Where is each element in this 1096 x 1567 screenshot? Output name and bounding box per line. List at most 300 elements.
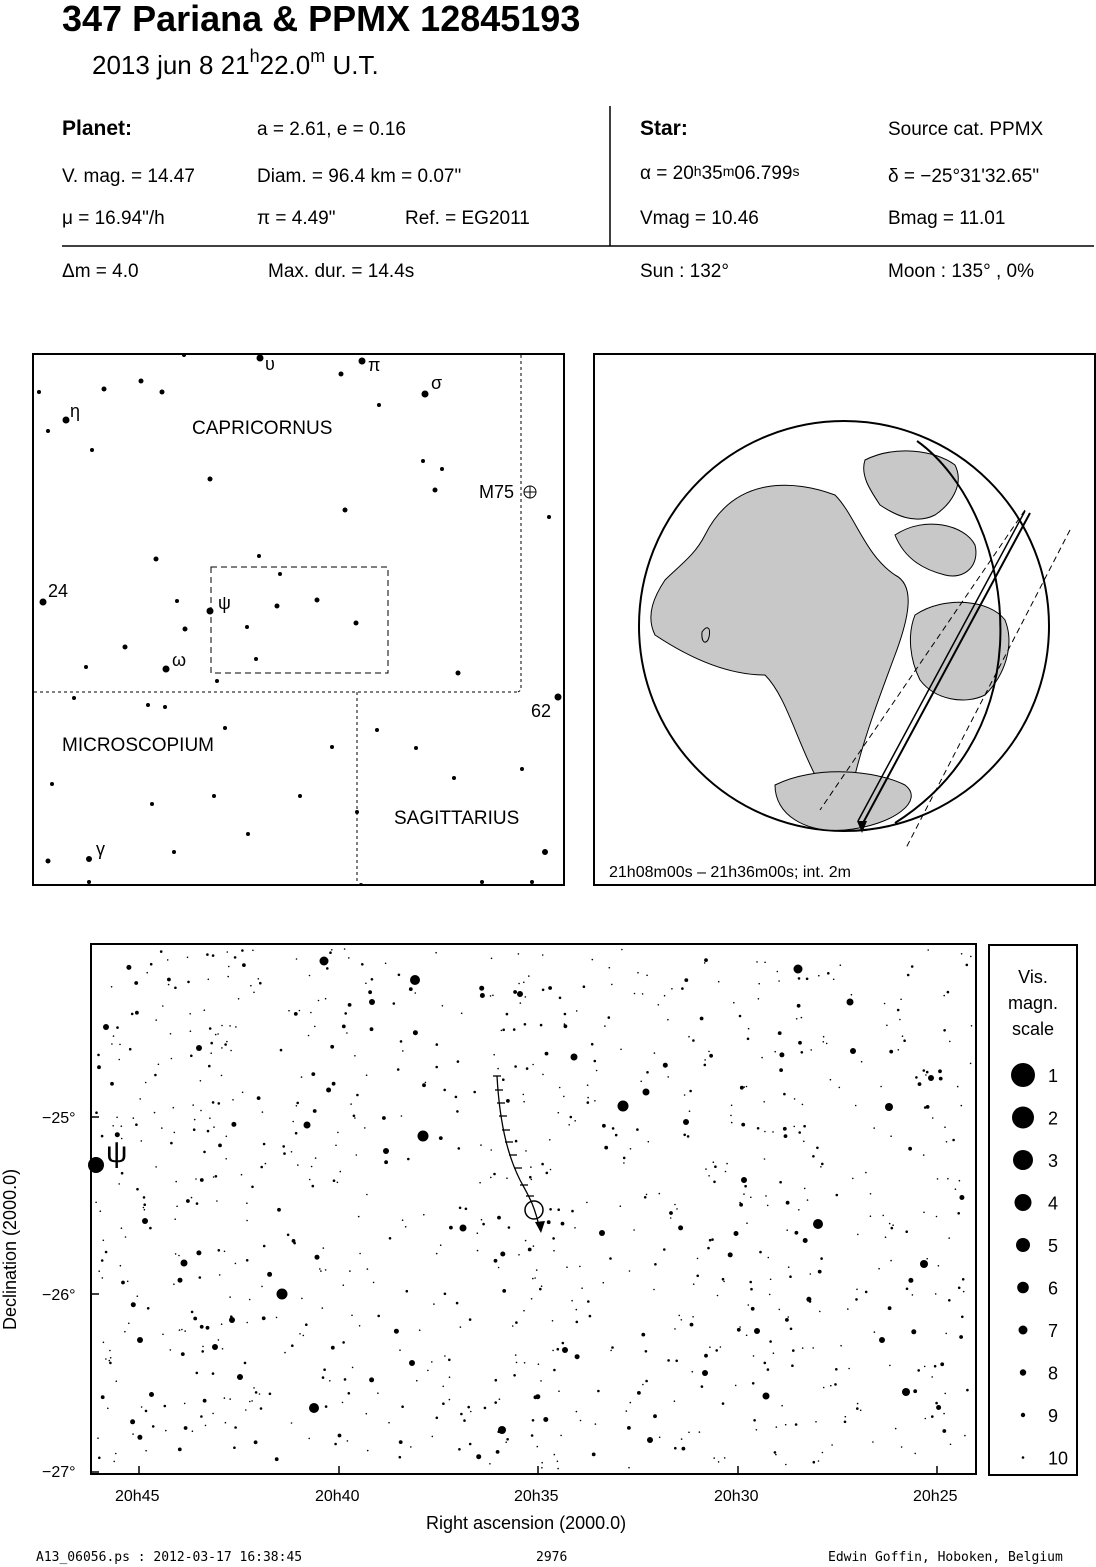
chart-star [823,1036,825,1038]
chart-star [621,949,623,951]
chart-star [253,1387,255,1389]
chart-star [813,1219,823,1229]
chart-star [496,1450,500,1454]
chart-star [442,1005,444,1007]
chart-star [667,1359,670,1362]
planet-parallax: π = 4.49" [257,208,336,229]
chart-star [389,1237,392,1240]
chart-star [115,1453,117,1455]
chart-star [560,1435,562,1437]
chart-star [311,1166,313,1168]
chart-star [98,1457,101,1460]
chart-star [810,1049,812,1051]
chart-star [251,1186,254,1189]
chart-star [480,993,485,998]
chart-star [602,1124,606,1128]
chart-star [538,1363,540,1365]
chart-star [674,1400,676,1402]
chart-star [840,1345,842,1347]
y-tick-26: −26° [42,1287,76,1304]
chart-star [364,1127,366,1129]
chart-star [958,1287,961,1290]
chart-star [369,999,375,1005]
chart-star [943,995,945,997]
chart-star [460,1225,467,1232]
chart-star [779,1181,782,1184]
chart-star [325,1269,327,1271]
chart-star [221,1025,223,1027]
chart-star [806,978,809,981]
chart-star [785,1318,789,1322]
star-label-upsilon: υ [265,355,275,374]
chart-star [490,995,492,997]
chart-star [889,1050,893,1054]
chart-star [571,1210,574,1213]
chart-star [329,1380,331,1382]
chart-star [366,1413,368,1415]
chart-star [469,1318,472,1321]
chart-star [663,1063,668,1068]
chart-star [432,1436,434,1438]
chart-star [562,1342,565,1345]
finder-star [246,832,250,836]
chart-star [252,950,254,952]
chart-star [394,1329,399,1334]
chart-star [684,978,688,982]
chart-star [439,1136,443,1140]
chart-star [669,1211,673,1215]
chart-star [784,1134,788,1138]
chart-star [550,1169,552,1171]
y-tick-25: −25° [42,1110,76,1127]
chart-star [637,972,639,974]
chart-star [515,1354,517,1356]
chart-star [393,1002,396,1005]
chart-star [798,1041,802,1045]
chart-star [129,1048,132,1051]
chart-star [684,1094,686,1096]
chart-star [196,1045,202,1051]
chart-star [852,1178,854,1180]
chart-star [654,1052,656,1054]
chart-star [857,1403,859,1405]
chart-star [258,978,260,980]
chart-star [131,1013,134,1016]
chart-star [323,1247,325,1249]
chart-star [587,1101,590,1104]
chart-star [536,1269,538,1271]
chart-star [937,1178,939,1180]
chart-star [568,1124,570,1126]
chart-star [857,1234,859,1236]
chart-star [923,1212,925,1214]
chart-star [492,995,494,997]
chart-star [720,1346,722,1348]
chart-star [587,1300,590,1303]
chart-star [884,1003,886,1005]
chart-star [847,999,854,1006]
chart-star [643,1089,650,1096]
chart-star [681,987,684,990]
chart-star [181,1260,188,1267]
chart-star [779,1052,784,1057]
chart-star [136,1188,139,1191]
chart-star [319,1268,321,1270]
footer-number: 2976 [536,1550,568,1565]
chart-star [416,1380,418,1382]
chart-star [435,952,437,954]
chart-star [528,975,530,977]
finder-star [46,859,51,864]
chart-star [200,1325,204,1329]
chart-star [318,1000,320,1002]
chart-star [915,1076,918,1079]
chart-star [399,1440,403,1444]
chart-star [533,1245,535,1247]
chart-star [794,965,803,974]
cluster-label: M75 [479,482,515,502]
chart-star [216,1200,218,1202]
star-label-pi: π [368,355,381,375]
chart-star [301,1076,303,1078]
chart-star [97,1166,99,1168]
chart-star [425,1082,427,1084]
planet-vmag: V. mag. = 14.47 [62,166,195,187]
chart-star [296,1105,298,1107]
chart-star [586,1202,588,1204]
chart-star [120,1265,122,1267]
chart-star [531,1298,533,1300]
chart-star [154,1112,156,1114]
chart-star [479,986,484,991]
chart-star [113,1035,115,1037]
chart-star [422,1083,426,1087]
chart-star [465,1208,468,1211]
chart-star [798,977,801,980]
chart-star [746,1222,748,1224]
chart-star [713,1161,715,1163]
chart-star [135,1123,138,1126]
chart-star [604,1146,608,1150]
chart-star [356,1094,359,1097]
chart-star [221,1323,223,1325]
chart-star [926,1071,929,1074]
x-axis-label: Right ascension (2000.0) [426,1513,627,1533]
chart-star [809,1300,812,1303]
chart-star [477,1250,479,1252]
chart-star [945,1333,947,1335]
chart-star [549,1208,552,1211]
chart-star [200,1178,204,1182]
chart-star [681,1438,683,1440]
chart-star [844,1421,847,1424]
chart-star [735,1385,737,1387]
finder-star [257,355,264,362]
chart-star [830,1079,832,1081]
chart-star [966,1389,969,1392]
chart-star [280,1049,283,1052]
chart-star [902,1388,910,1396]
chart-star [440,1244,442,1246]
chart-star [277,1289,288,1300]
chart-star [943,1029,946,1032]
chart-star [599,1230,605,1236]
legend-label: 2 [1048,1108,1059,1129]
chart-star [890,1135,892,1137]
chart-star [113,1461,115,1463]
planet-orbit: a = 2.61, e = 0.16 [257,119,406,140]
chart-star [234,1426,237,1429]
chart-star [618,1101,629,1112]
chart-star [506,1177,508,1179]
chart-star [777,971,779,973]
chart-star [860,1410,862,1412]
chart-star [704,1059,706,1061]
chart-star [931,1415,934,1418]
finder-star [330,745,334,749]
chart-star [961,1316,964,1319]
axis-ticks [91,1117,937,1474]
chart-star [107,1408,109,1410]
chart-star [195,1178,197,1180]
chart-star [918,1082,922,1086]
chart-star [224,1397,226,1399]
chart-star [323,1368,326,1371]
chart-star [499,1398,501,1400]
chart-star [783,1127,787,1131]
chart-star [344,1012,347,1015]
finder-star [63,417,70,424]
chart-star [559,1087,561,1089]
chart-star [952,1139,955,1142]
chart-star [502,1289,506,1293]
chart-star [337,1132,339,1134]
chart-star [324,958,327,961]
chart-star [433,1303,435,1305]
chart-star [149,1227,152,1230]
chart-star [911,1329,916,1334]
finder-star [245,625,249,629]
finder-star [257,554,261,558]
chart-star [399,1349,401,1351]
event-datetime: 2013 jun 8 21$^h$22.0$^m$ U.T. [92,46,379,80]
finder-star [215,679,219,683]
chart-star [908,1278,913,1283]
chart-star [193,1317,197,1321]
chart-star [778,980,780,982]
chart-star [322,1376,325,1379]
chart-star [187,981,190,984]
chart-star [111,1043,113,1045]
chart-star [722,1402,725,1405]
chart-star [840,964,842,966]
chart-star [508,1226,511,1229]
chart-star [730,1115,732,1117]
chart-star [506,1013,509,1016]
chart-star [830,1385,832,1387]
chart-star [540,1380,542,1382]
legend-label: 6 [1048,1278,1059,1299]
chart-star [516,1362,518,1364]
chart-star [803,1125,806,1128]
chart-star [831,1444,833,1446]
chart-star [260,1407,263,1410]
chart-star [795,1231,799,1235]
chart-star [861,1061,863,1063]
chart-star [752,1382,755,1385]
finder-star [84,665,88,669]
chart-star [95,1202,97,1204]
page-title: 347 Pariana & PPMX 12845193 [62,0,581,39]
finder-star [421,459,425,463]
finder-star [182,355,186,357]
chart-star [689,1090,692,1093]
chart-star [402,1050,404,1052]
chart-star [634,993,636,995]
chart-star [750,1288,753,1291]
legend-label: 9 [1048,1406,1059,1426]
chart-star [158,1064,160,1066]
chart-star [134,981,138,985]
chart-star [971,1025,973,1027]
chart-star [344,1378,347,1381]
chart-star [147,1307,150,1310]
finder-star [154,557,159,562]
chart-star [583,985,586,988]
finder-chart [32,353,565,886]
chart-star [895,1428,897,1430]
finder-star [87,880,91,884]
chart-star [192,1430,194,1432]
chart-star [102,1277,104,1279]
chart-star [202,1346,204,1348]
chart-star [337,1182,339,1184]
chart-star [609,1257,612,1260]
chart-star [791,1364,794,1367]
chart-star [263,1245,266,1248]
legend-dot [1021,1413,1025,1417]
chart-star [903,1039,906,1042]
chart-star [820,1166,822,1168]
chart-star [890,1260,892,1262]
chart-star [749,1281,752,1284]
chart-star [763,1393,770,1400]
chart-star [174,1132,176,1134]
chart-star [191,1197,193,1199]
chart-star [704,962,706,964]
chart-star [502,1029,505,1032]
finder-star [354,621,359,626]
chart-star [210,1052,212,1054]
chart-star [262,1111,264,1113]
chart-star [161,1127,163,1129]
chart-star [444,1355,446,1357]
chart-star [659,1437,661,1439]
finder-star [278,572,282,576]
chart-star [713,1457,715,1459]
chart-star [699,1431,701,1433]
chart-star [170,1033,172,1035]
chart-star [531,1434,534,1437]
finder-star [163,705,167,709]
chart-star [767,1368,770,1371]
chart-star [641,1333,645,1337]
chart-star [315,1255,320,1260]
chart-star [311,1072,315,1076]
chart-star [150,963,153,966]
chart-star [751,1307,755,1311]
chart-star [865,1172,867,1174]
chart-star [821,1163,824,1166]
chart-star [514,1065,517,1068]
chart-star [949,1041,951,1043]
chart-star [251,1400,253,1402]
chart-star [938,1069,942,1073]
legend-label: 8 [1048,1363,1059,1384]
chart-star [856,1407,859,1410]
chart-star [537,1446,539,1448]
chart-star [924,1106,927,1109]
chart-star [637,1391,641,1395]
legend-dot [1013,1150,1033,1170]
chart-star [263,1143,266,1146]
chart-star [783,1093,786,1096]
chart-star [200,1080,202,1082]
chart-star [105,1251,108,1254]
chart-star [525,996,527,998]
chart-star [103,1342,105,1344]
chart-star [218,1102,221,1105]
chart-star [785,1464,787,1466]
chart-star [101,1135,104,1138]
chart-star [366,1194,368,1196]
chart-star [914,1453,916,1455]
finder-star [139,379,144,384]
chart-star [494,1259,498,1263]
x-tick-20h35: 20h35 [514,1488,559,1505]
star-label-eta: η [70,401,81,421]
footer-file: A13_06056.ps : 2012-03-17 16:38:45 [36,1550,303,1565]
chart-star [561,1222,565,1226]
chart-star [401,1405,404,1408]
chart-star [963,1291,965,1293]
chart-star [932,1117,934,1119]
chart-star [891,1227,894,1230]
x-tick-20h25: 20h25 [913,1488,958,1505]
chart-star [398,974,401,977]
chart-star [370,1027,374,1031]
chart-star [237,1376,240,1379]
chart-star [165,1430,167,1432]
chart-star [208,1065,211,1068]
finder-star [555,694,562,701]
chart-star [644,1196,647,1199]
chart-star [241,949,244,952]
chart-star [259,1393,261,1395]
sun-distance: Sun : 132° [640,261,729,282]
chart-star [532,1419,535,1422]
chart-star [142,1218,148,1224]
chart-star [217,1033,219,1035]
chart-star [506,1099,510,1103]
chart-star [482,1223,485,1226]
legend-dot [1011,1063,1035,1087]
legend-title: Vis. magn. scale [1007,967,1059,1039]
star-label-psi: ψ [218,593,231,613]
chart-star [481,1219,483,1221]
chart-star [112,1125,114,1127]
legend-label: 10 [1048,1448,1069,1469]
